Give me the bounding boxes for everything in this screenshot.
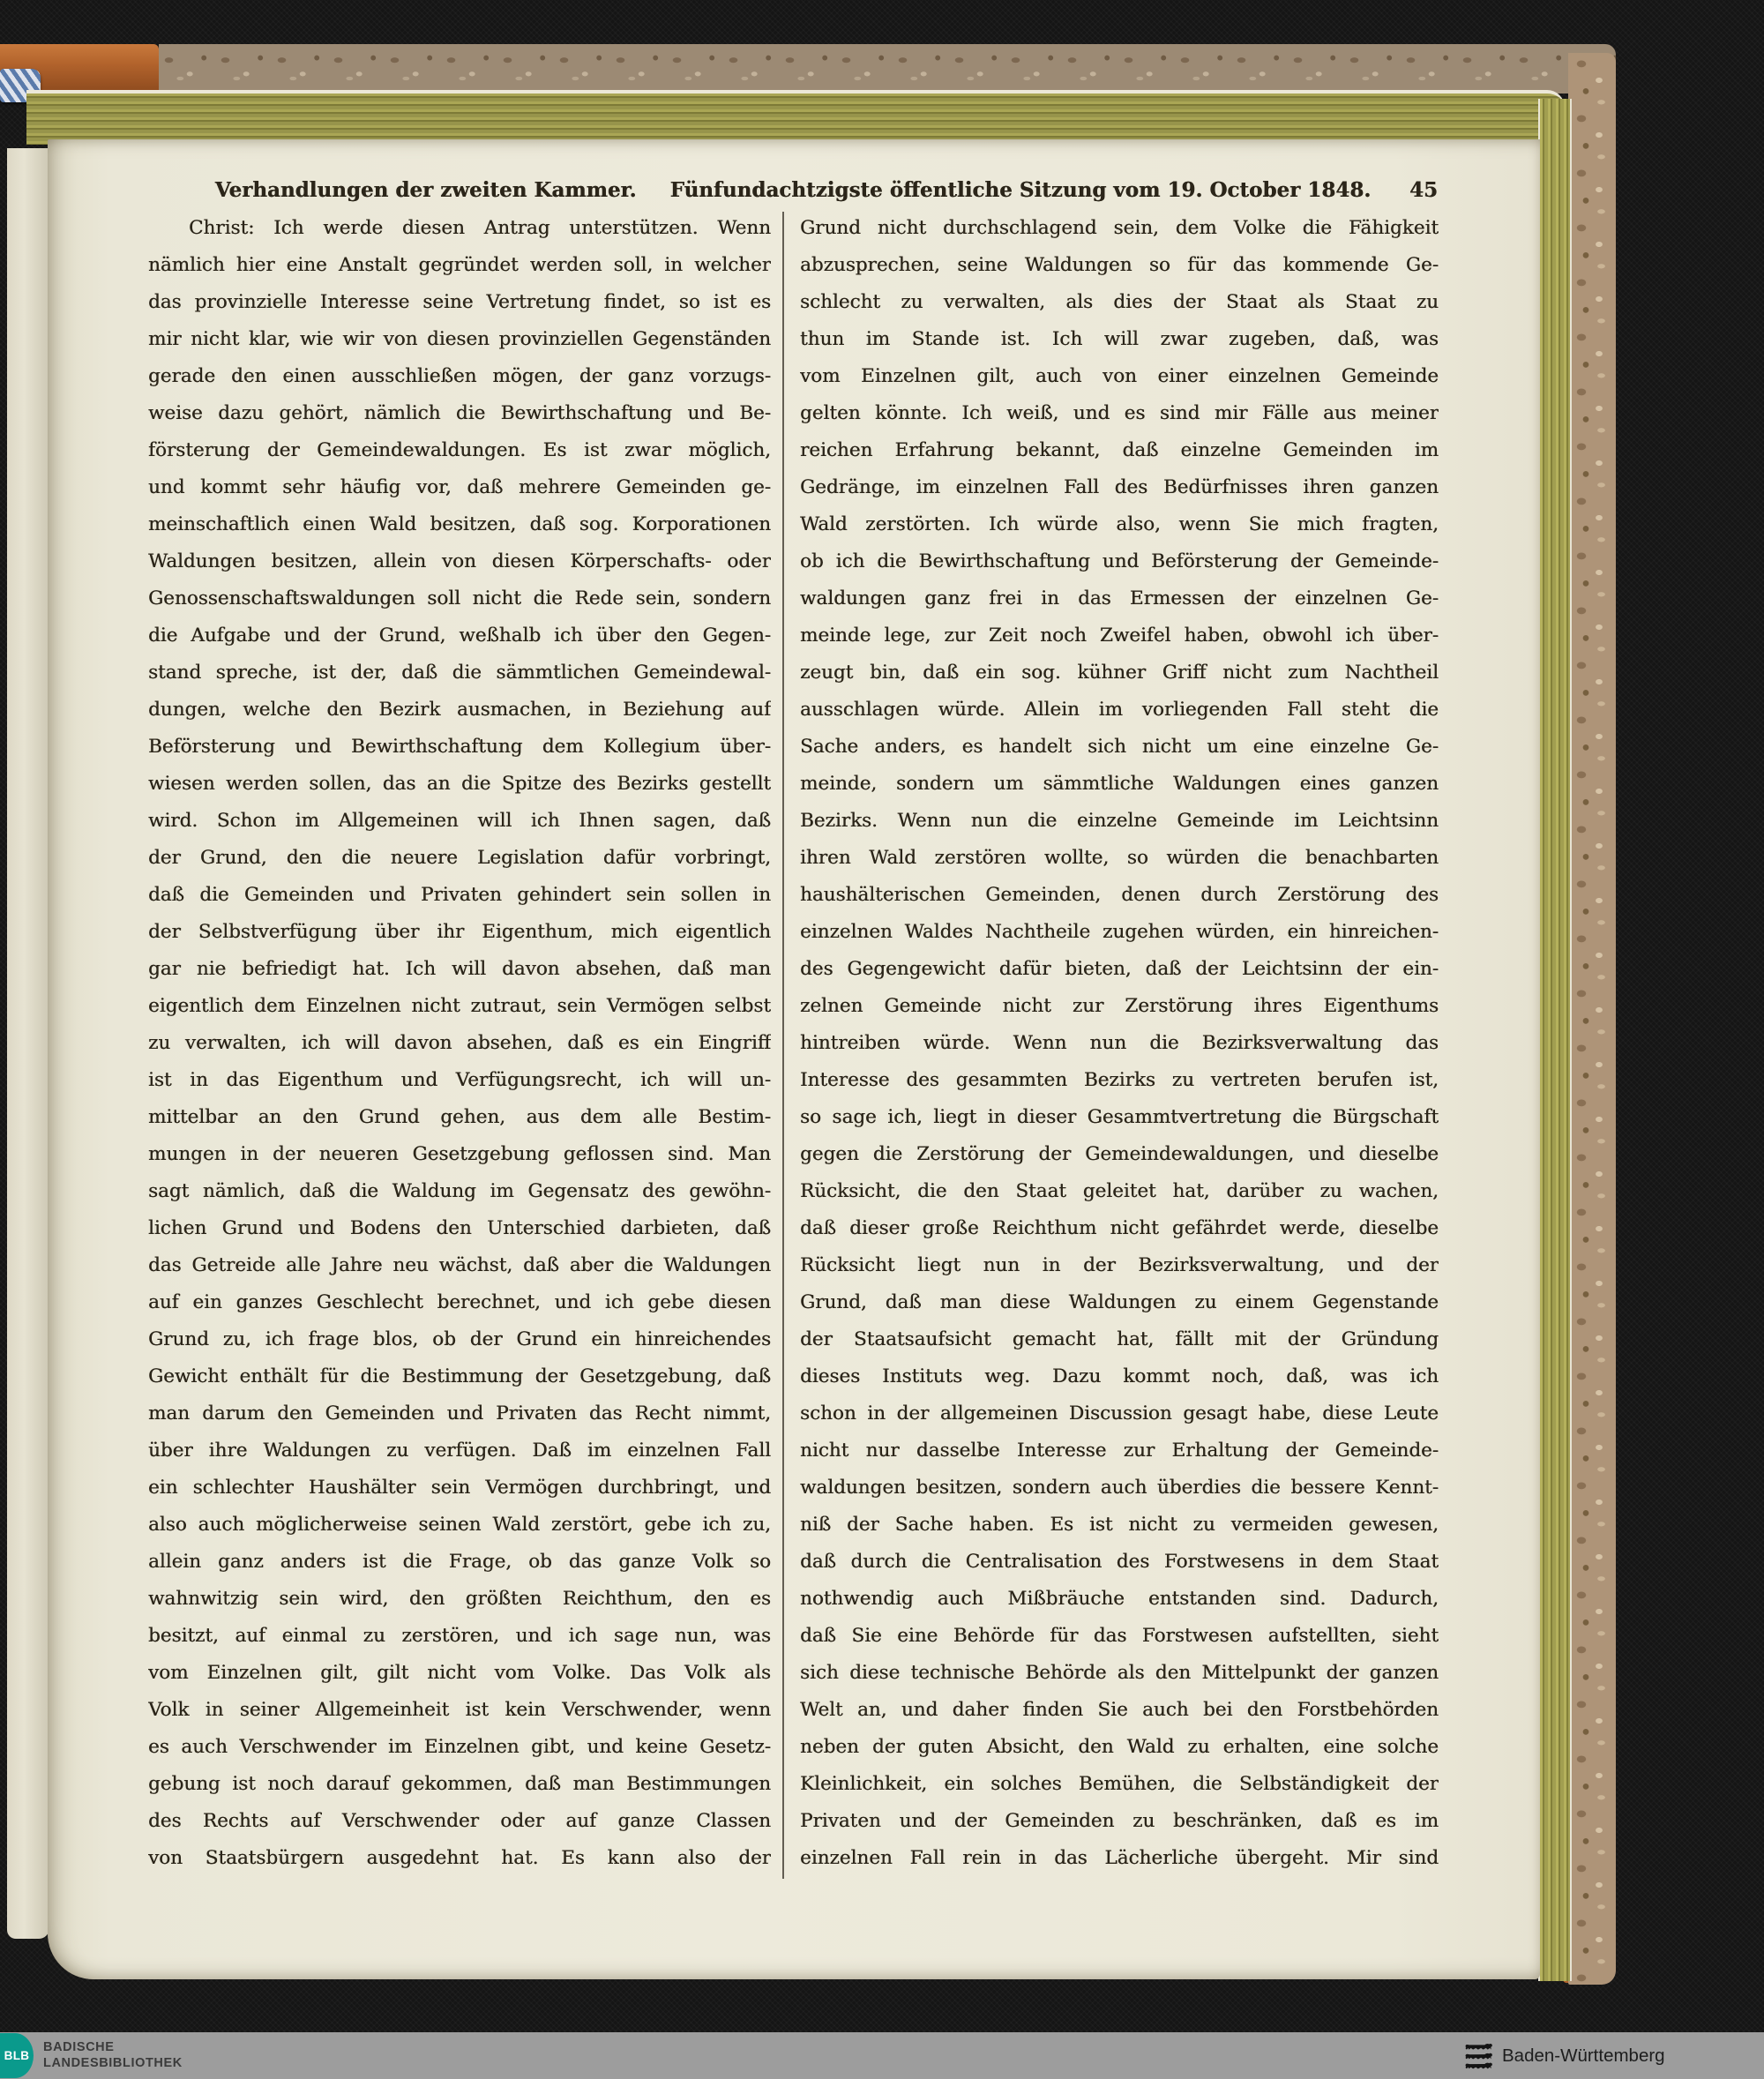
text-line: die Aufgabe und der Grund, weßhalb ich über den Gegen- xyxy=(148,624,771,647)
text-line: daß die Gemeinden und Privaten gehindert sein sollen in xyxy=(148,884,771,906)
text-line: waldungen ganz frei in das Ermessen der einzelnen Ge- xyxy=(800,587,1439,609)
text-line: abzusprechen, seine Waldungen so für das kommende Ge- xyxy=(800,254,1439,276)
text-column-left xyxy=(148,210,771,1879)
text-line: hintreiben würde. Wenn nun die Bezirksverwaltung das xyxy=(800,1032,1439,1054)
text-line: wahnwitzig sein wird, den größten Reichthum, den es xyxy=(148,1588,771,1610)
text-line: nicht nur dasselbe Interesse zur Erhaltung der Gemeinde- xyxy=(800,1440,1439,1462)
text-line: das provinzielle Interesse seine Vertretung findet, so ist es xyxy=(148,291,771,313)
text-line: Genossenschaftswaldungen soll nicht die Rede sein, sondern xyxy=(148,587,771,609)
header-title-right: Fünfundachtzigste öffentliche Sitzung vom 19. October 1848. xyxy=(669,178,1372,202)
text-line: reichen Erfahrung bekannt, daß einzelne Gemeinden im xyxy=(800,439,1439,461)
text-line: so sage ich, liegt in dieser Gesammtvertretung die Bürgschaft xyxy=(800,1106,1439,1128)
text-line: der Selbstverfügung über ihr Eigenthum, mich eigentlich xyxy=(148,921,771,943)
text-line: Waldungen besitzen, allein von diesen Körperschafts- oder xyxy=(148,550,771,572)
text-line: der Grund, den die neuere Legislation dafür vorbringt, xyxy=(148,847,771,869)
text-line: thun im Stande ist. Ich will zwar zugeben, daß, was xyxy=(800,328,1439,350)
text-line: gebung ist noch darauf gekommen, daß man Bestimmungen xyxy=(148,1773,771,1795)
state-branding xyxy=(1464,2032,1665,2079)
column-divider-rule xyxy=(782,212,784,1879)
text-line: neben der guten Absicht, den Wald zu erhalten, eine solche xyxy=(800,1736,1439,1758)
header-title xyxy=(148,173,1438,208)
text-line: das Getreide alle Jahre neu wächst, daß aber die Waldungen xyxy=(148,1254,771,1276)
text-line: ob ich die Bewirthschaftung und Beförsterung der Gemeinde- xyxy=(800,550,1439,572)
text-line: nämlich hier eine Anstalt gegründet werden soll, in welcher xyxy=(148,254,771,276)
text-line: ihren Wald zerstören wollte, so würden die benachbarten xyxy=(800,847,1439,869)
text-line: gelten könnte. Ich weiß, und es sind mir Fälle aus meiner xyxy=(800,402,1439,424)
text-line: auf ein ganzes Geschlecht berechnet, und ich gebe diesen xyxy=(148,1291,771,1313)
text-line: einzelnen Fall rein in das Lächerliche übergeht. Mir sind xyxy=(800,1847,1439,1869)
state-label: Baden-Württemberg xyxy=(1502,2045,1665,2066)
page-fore-edge xyxy=(1538,99,1572,1981)
text-line: und kommt sehr häufig vor, daß mehrere Gemeinden ge- xyxy=(148,476,771,498)
text-line: Christ: Ich werde diesen Antrag unterstützen. Wenn xyxy=(189,217,771,239)
text-line: daß Sie eine Behörde für das Forstwesen aufstellten, sieht xyxy=(800,1625,1439,1647)
text-line: Grund, daß man diese Waldungen zu einem Gegenstande xyxy=(800,1291,1439,1313)
text-line: haushälterischen Gemeinden, denen durch Zerstörung des xyxy=(800,884,1439,906)
text-line: dieses Instituts weg. Dazu kommt noch, daß, was ich xyxy=(800,1365,1439,1387)
text-line: niß der Sache haben. Es ist nicht zu vermeiden gewesen, xyxy=(800,1514,1439,1536)
text-line: meinde lege, zur Zeit noch Zweifel haben, obwohl ich über- xyxy=(800,624,1439,647)
text-line: Sache anders, es handelt sich nicht um eine einzelne Ge- xyxy=(800,736,1439,758)
text-line: Grund zu, ich frage blos, ob der Grund ein hinreichendes xyxy=(148,1328,771,1350)
text-line: ein schlechter Haushälter sein Vermögen durchbringt, und xyxy=(148,1477,771,1499)
text-line: Privaten und der Gemeinden zu beschränken, daß es im xyxy=(800,1810,1439,1832)
text-line: daß dieser große Reichthum nicht gefährdet werde, dieselbe xyxy=(800,1217,1439,1239)
text-line: lichen Grund und Bodens den Unterschied darbieten, daß xyxy=(148,1217,771,1239)
library-name-line2: LANDESBIBLIOTHEK xyxy=(43,2055,183,2070)
text-line: vom Einzelnen gilt, auch von einer einzelnen Gemeinde xyxy=(800,365,1439,387)
text-line: Welt an, und daher finden Sie auch bei den Forstbehörden xyxy=(800,1699,1439,1721)
text-line: zelnen Gemeinde nicht zur Zerstörung ihres Eigenthums xyxy=(800,995,1439,1017)
blb-logo-text: BLB xyxy=(4,2049,30,2062)
text-line: Beförsterung und Bewirthschaftung dem Kollegium über- xyxy=(148,736,771,758)
text-line: es auch Verschwender im Einzelnen gibt, und keine Gesetz- xyxy=(148,1736,771,1758)
text-line: dungen, welche den Bezirk ausmachen, in Beziehung auf xyxy=(148,699,771,721)
text-line: Grund nicht durchschlagend sein, dem Volke die Fähigkeit xyxy=(800,217,1439,239)
text-line: sagt nämlich, daß die Waldung im Gegensatz des gewöhn- xyxy=(148,1180,771,1202)
page-edges-top xyxy=(26,90,1565,145)
text-column-right xyxy=(800,210,1439,1879)
text-line: ist in das Eigenthum und Verfügungsrecht, ich will un- xyxy=(148,1069,771,1091)
text-line: einzelnen Waldes Nachtheile zugehen würden, ein hinreichen- xyxy=(800,921,1439,943)
text-line: Bezirks. Wenn nun die einzelne Gemeinde im Leichtsinn xyxy=(800,810,1439,832)
text-line: wird. Schon im Allgemeinen will ich Ihnen sagen, daß xyxy=(148,810,771,832)
text-line: gerade den einen ausschließen mögen, der ganz vorzugs- xyxy=(148,365,771,387)
library-name xyxy=(43,2040,183,2071)
header-title-left: Verhandlungen der zweiten Kammer. xyxy=(214,178,637,202)
library-name-line1: BADISCHE xyxy=(43,2040,115,2054)
underlying-page-edge xyxy=(7,148,49,1939)
text-line: sich diese technische Behörde als den Mittelpunkt der ganzen xyxy=(800,1662,1439,1684)
text-line: eigentlich dem Einzelnen nicht zutraut, sein Vermögen selbst xyxy=(148,995,771,1017)
text-line: Rücksicht, die den Staat geleitet hat, darüber zu wachen, xyxy=(800,1180,1439,1202)
running-header xyxy=(148,173,1438,208)
text-line: zu verwalten, ich will davon absehen, daß es ein Eingriff xyxy=(148,1032,771,1054)
library-footer-bar xyxy=(0,2032,1764,2079)
text-line: also auch möglicherweise seinen Wald zerstört, gebe ich zu, xyxy=(148,1514,771,1536)
text-line: besitzt, auf einmal zu zerstören, und ich sage nun, was xyxy=(148,1625,771,1647)
text-line: daß durch die Centralisation des Forstwesens in dem Staat xyxy=(800,1551,1439,1573)
book-top-board-edge xyxy=(0,44,1616,93)
text-line: gegen die Zerstörung der Gemeindewaldungen, und dieselbe xyxy=(800,1143,1439,1165)
text-line: allein ganz anders ist die Frage, ob das ganze Volk so xyxy=(148,1551,771,1573)
text-line: vom Einzelnen gilt, gilt nicht vom Volke. Das Volk als xyxy=(148,1662,771,1684)
text-line: Gedränge, im einzelnen Fall des Bedürfnisses ihren ganzen xyxy=(800,476,1439,498)
text-line: der Staatsaufsicht gemacht hat, fällt mit der Gründung xyxy=(800,1328,1439,1350)
text-line: Volk in seiner Allgemeinheit ist kein Verschwender, wenn xyxy=(148,1699,771,1721)
text-line: des Gegengewicht dafür bieten, daß der Leichtsinn der ein- xyxy=(800,958,1439,980)
text-line: man darum den Gemeinden und Privaten das Recht nimmt, xyxy=(148,1402,771,1425)
text-line: waldungen besitzen, sondern auch überdies die bessere Kennt- xyxy=(800,1477,1439,1499)
page-number: 45 xyxy=(1409,178,1438,202)
text-line: schon in der allgemeinen Discussion gesagt habe, diese Leute xyxy=(800,1402,1439,1425)
book-page xyxy=(48,139,1540,1979)
text-line: mittelbar an den Grund gehen, aus dem alle Bestim- xyxy=(148,1106,771,1128)
text-line: Wald zerstörten. Ich würde also, wenn Sie mich fragten, xyxy=(800,513,1439,535)
text-line: försterung der Gemeindewaldungen. Es ist zwar möglich, xyxy=(148,439,771,461)
text-line: stand spreche, ist der, daß die sämmtlichen Gemeindewal- xyxy=(148,662,771,684)
text-line: des Rechts auf Verschwender oder auf ganze Classen xyxy=(148,1810,771,1832)
text-line: von Staatsbürgern ausgedehnt hat. Es kann also der xyxy=(148,1847,771,1869)
baden-wuerttemberg-coat-of-arms-icon xyxy=(1464,2038,1494,2074)
text-line: ausschlagen würde. Allein im vorliegenden Fall steht die xyxy=(800,699,1439,721)
text-line: meinde, sondern um sämmtliche Waldungen eines ganzen xyxy=(800,773,1439,795)
text-line: mir nicht klar, wie wir von diesen provinziellen Gegenständen xyxy=(148,328,771,350)
marbled-board-top xyxy=(159,44,1616,93)
text-line: wiesen werden sollen, das an die Spitze des Bezirks gestellt xyxy=(148,773,771,795)
text-line: über ihre Waldungen zu verfügen. Daß im einzelnen Fall xyxy=(148,1440,771,1462)
text-line: weise dazu gehört, nämlich die Bewirthschaftung und Be- xyxy=(148,402,771,424)
text-line: gar nie befriedigt hat. Ich will davon absehen, daß man xyxy=(148,958,771,980)
text-line: zeugt bin, daß ein sog. kühner Griff nicht zum Nachtheil xyxy=(800,662,1439,684)
text-line: Kleinlichkeit, ein solches Bemühen, die Selbständigkeit der xyxy=(800,1773,1439,1795)
blb-logo xyxy=(0,2033,34,2078)
text-line: mungen in der neueren Gesetzgebung geflossen sind. Man xyxy=(148,1143,771,1165)
text-line: Rücksicht liegt nun in der Bezirksverwaltung, und der xyxy=(800,1254,1439,1276)
text-line: Gewicht enthält für die Bestimmung der Gesetzgebung, daß xyxy=(148,1365,771,1387)
text-line: schlecht zu verwalten, als dies der Staat als Staat zu xyxy=(800,291,1439,313)
marbled-board-right xyxy=(1568,53,1616,1985)
text-line: Interesse des gesammten Bezirks zu vertreten berufen ist, xyxy=(800,1069,1439,1091)
text-line: meinschaftlich einen Wald besitzen, daß sog. Korporationen xyxy=(148,513,771,535)
text-line: nothwendig auch Mißbräuche entstanden sind. Dadurch, xyxy=(800,1588,1439,1610)
